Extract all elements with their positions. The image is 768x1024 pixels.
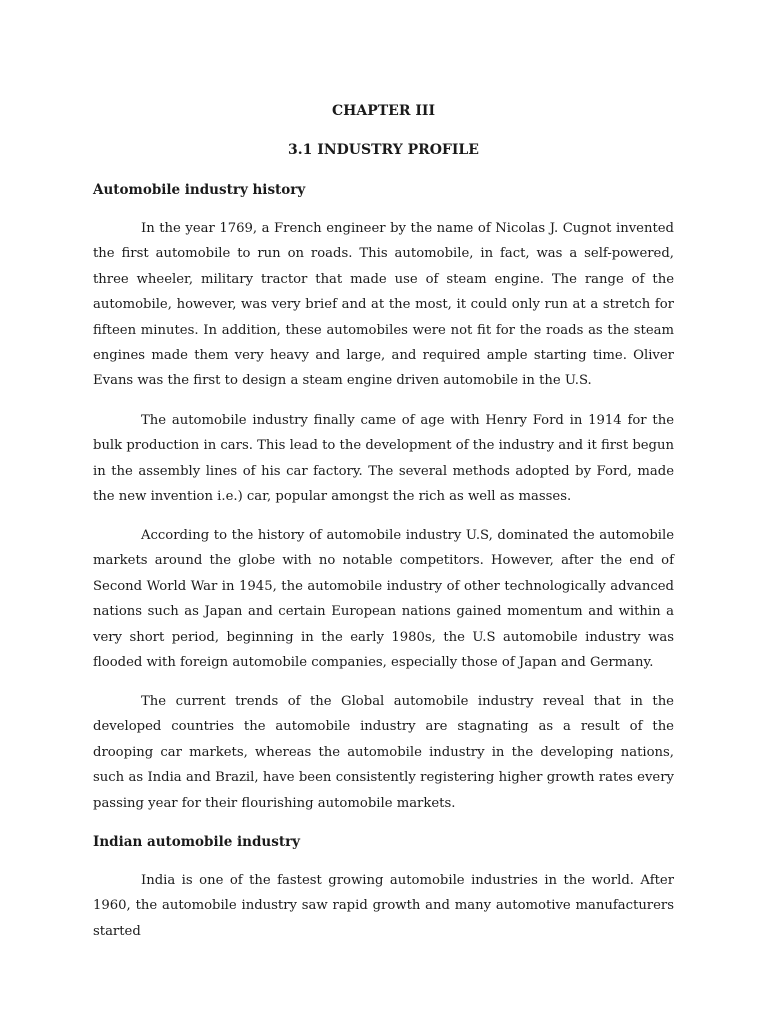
heading-indian-automobile: Indian automobile industry <box>93 834 301 850</box>
chapter-title: CHAPTER III <box>331 103 435 119</box>
paragraph-4: The current trends of the Global automobile industry reveal that in the developed countries the automobile industry are stagnating as a result of the drooping car markets, whereas the automobile industry in the developing nations, such as India and Brazil, have been consistently registering higher growth rates every passing year for their flourishing automobile markets. <box>93 694 674 811</box>
paragraph-indian: India is one of the fastest growing automobile industries in the world. After 1960, the automobile industry saw rapid growth and many automotive manufacturers started <box>93 873 674 939</box>
paragraph-1: In the year 1769, a French engineer by the name of Nicolas J. Cugnot invented the first automobile to run on roads. This automobile, in fact, was a self-powered, three wheeler, military tractor that made use of steam engine. The range of the automobile, however, was very brief and at the most, it could only run at a stretch for fifteen minutes. In addition, these automobiles were not fit for the roads as the steam engines made them very heavy and large, and required ample starting time. Oliver Evans was the first to design a steam engine driven automobile in the U.S. <box>93 221 674 389</box>
paragraph-2: The automobile industry finally came of age with Henry Ford in 1914 for the bulk production in cars. This lead to the development of the industry and it first begun in the assembly lines of his car factory. The several methods adopted by Ford, made the new invention i.e.) car, popular amongst the rich as well as masses. <box>93 413 674 505</box>
section-title: 3.1 INDUSTRY PROFILE <box>288 142 479 158</box>
paragraph-3: According to the history of automobile industry U.S, dominated the automobile markets around the globe with no notable competitors. However, after the end of Second World War in 1945, the automobile industry of other technologically advanced nations such as Japan and certain European nations gained momentum and within a very short period, beginning in the early 1980s, the U.S automobile industry was flooded with foreign automobile companies, especially those of Japan and Germany. <box>93 528 674 671</box>
document-page <box>93 0 674 1024</box>
heading-automobile-history: Automobile industry history <box>93 182 306 198</box>
